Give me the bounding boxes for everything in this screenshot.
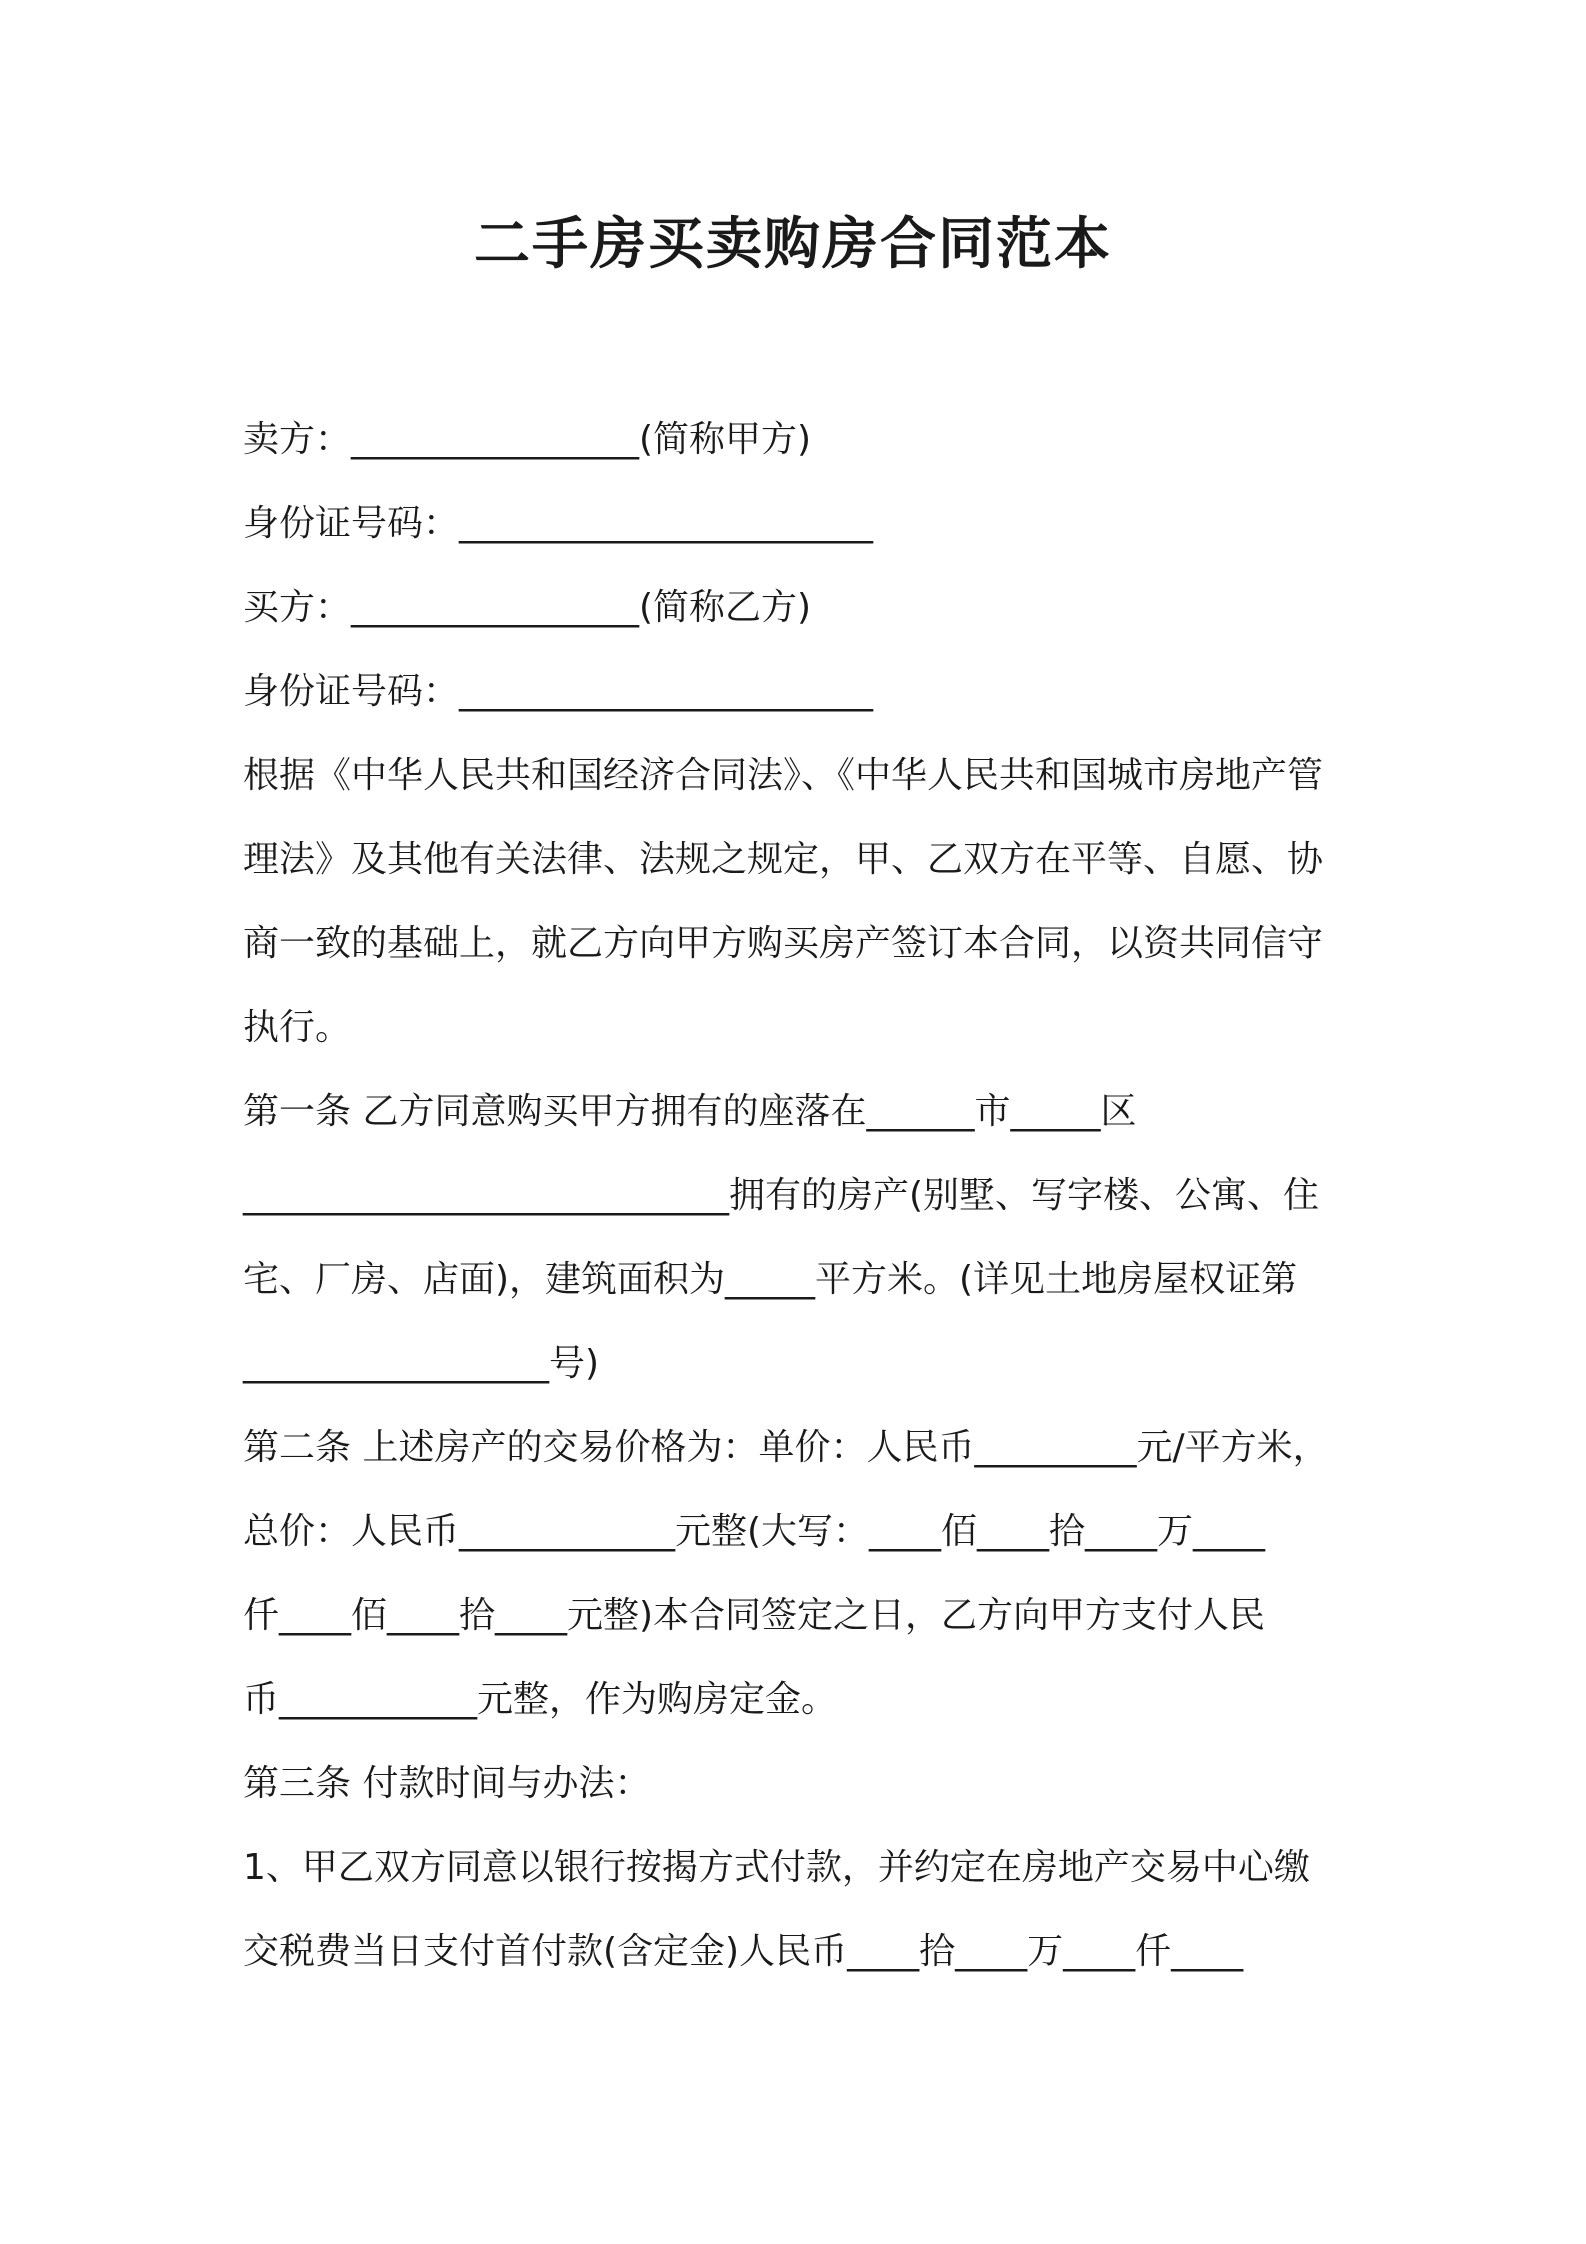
buyer-line: 买方：________________(简称乙方) (243, 587, 812, 628)
article-3-heading: 第三条 付款时间与办法： (243, 1763, 651, 1804)
seller-line: 卖方：________________(简称甲方) (243, 419, 812, 460)
article-2-line-1: 第二条 上述房产的交易价格为：单价：人民币_________元/平方米， (243, 1427, 1329, 1468)
article-1-line-3: 宅、厂房、店面)，建筑面积为_____平方米。(详见土地房屋权证第 (243, 1259, 1298, 1300)
preamble-line-4: 执行。 (243, 1007, 352, 1048)
contract-body (243, 398, 1363, 1994)
article-2-line-4: 币___________元整，作为购房定金。 (243, 1679, 838, 1720)
preamble-line-3: 商一致的基础上，就乙方向甲方购买房产签订本合同，以资共同信守 (243, 923, 1324, 964)
article-1-line-2: ___________________________拥有的房产(别墅、写字楼、公寓、住 (243, 1175, 1320, 1216)
article-1-line-4: _________________号) (243, 1343, 600, 1384)
article-1-line-1: 第一条 乙方同意购买甲方拥有的座落在______市_____区 (243, 1091, 1137, 1132)
document-title: 二手房买卖购房合同范本 (474, 212, 1112, 277)
article-3-item-1-line-1: 1、甲乙双方同意以银行按揭方式付款，并约定在房地产交易中心缴 (243, 1847, 1310, 1888)
article-3-item-1-line-2: 交税费当日支付首付款(含定金)人民币____拾____万____仟____ (243, 1931, 1244, 1972)
preamble-line-2: 理法》及其他有关法律、法规之规定，甲、乙双方在平等、自愿、协 (243, 839, 1324, 880)
article-2-line-3: 仟____佰____拾____元整)本合同签定之日，乙方向甲方支付人民 (243, 1595, 1266, 1636)
buyer-id-line: 身份证号码：_______________________ (243, 671, 874, 712)
preamble-line-1: 根据《中华人民共和国经济合同法》、《中华人民共和国城市房地产管 (243, 755, 1324, 796)
article-2-line-2: 总价：人民币____________元整(大写：____佰____拾____万____ (243, 1511, 1266, 1552)
seller-id-line: 身份证号码：_______________________ (243, 503, 874, 544)
